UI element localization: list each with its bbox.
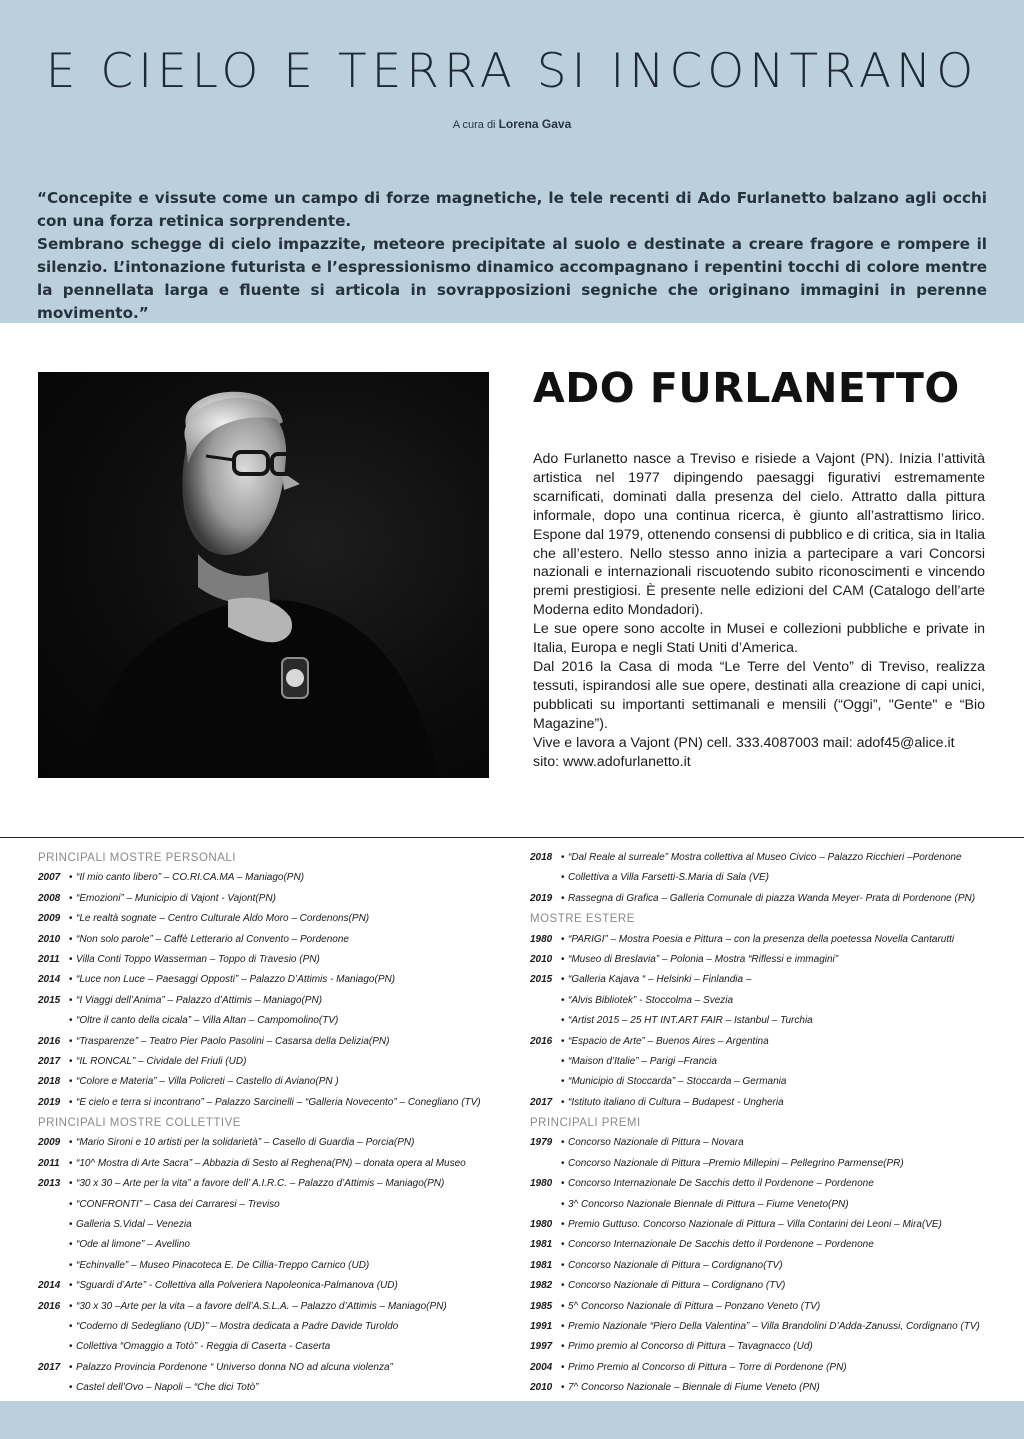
exhibition-entry [38, 1174, 516, 1194]
bullet-icon: • [69, 933, 73, 945]
entry-year: 1979 [530, 1137, 553, 1149]
entry-text: Concorso Internazionale De Sacchis detto il Pordenone – Pordenone [568, 1239, 874, 1251]
entry-text: Concorso Internazionale De Sacchis detto il Pordenone – Pordenone [568, 1178, 874, 1190]
exhibitions-right-column [530, 848, 1000, 1399]
entry-year: 2011 [38, 953, 60, 965]
entry-text: “Mario Sironi e 10 artisti per la solidarietà” – Casello di Guardia – Porcia(PN) [76, 1137, 415, 1149]
bullet-icon: • [69, 1259, 73, 1271]
bullet-icon: • [69, 994, 73, 1006]
bullet-icon: • [561, 892, 565, 904]
entry-text: “Coderno di Sedegliano (UD)” – Mostra dedicata a Padre Davide Turoldo [76, 1320, 399, 1332]
entry-year: 2013 [38, 1178, 61, 1190]
entry-text: “Artist 2015 – 25 HT INT.ART FAIR – Istanbul – Turchia [568, 1015, 813, 1027]
exhibition-entry [38, 1195, 516, 1215]
entry-text: “Il mio canto libero” – CO.RI.CA.MA – Maniago(PN) [76, 872, 305, 884]
bullet-icon: • [69, 1178, 73, 1190]
entry-text: “Dal Reale al surreale” Mostra collettiva al Museo Civico – Palazzo Ricchieri –Pordenone [568, 852, 962, 863]
entry-text: “I Viaggi dell’Anima” – Palazzo d’Attimis – Maniago(PN) [76, 994, 323, 1006]
bullet-icon: • [561, 974, 565, 986]
exhibition-entry [530, 1195, 1000, 1215]
entry-year: 2010 [530, 1382, 553, 1394]
bullet-icon: • [561, 1320, 565, 1332]
entry-text: “30 x 30 – Arte per la vita” a favore dell’ A.I.R.C. – Palazzo d’Attimis – Maniago(PN) [76, 1178, 445, 1190]
entry-text: “Le realtà sognate – Centro Culturale Aldo Moro – Cordenons(PN) [76, 913, 370, 925]
quote-paragraph-1: “Concepite e vissute come un campo di forze magnetiche, le tele recenti di Ado Furlanetto balzano agli occhi con una forza retinica sorprendente. [37, 189, 987, 230]
entry-text: Concorso Nazionale di Pittura – Cordignano (TV) [568, 1280, 786, 1292]
bio-paragraph: Le sue opere sono accolte in Musei e collezioni pubbliche e private in Italia, Europa e negli Stati Uniti d’America. [533, 621, 985, 657]
bullet-icon: • [69, 953, 73, 965]
bio-paragraph: Dal 2016 la Casa di moda “Le Terre del Vento” di Treviso, realizza tessuti, ispirandosi alle sue opere, destinati alla creazione di capi unici, pubblicati su importanti settimanali e mensili (“Oggi”, "Gente" e “Bio Magazine”). [533, 658, 985, 732]
entry-year: 2014 [38, 1280, 61, 1292]
bullet-icon: • [561, 1055, 565, 1067]
curator-prefix: A cura di [452, 119, 496, 131]
exhibition-entry [38, 1378, 516, 1398]
entry-year [530, 1011, 561, 1031]
curator-line [0, 117, 1024, 131]
exhibition-entry [38, 1072, 516, 1092]
entry-text: “Istituto italiano di Cultura – Budapest - Ungheria [568, 1096, 784, 1108]
exhibition-entry [530, 1256, 1000, 1276]
bullet-icon: • [561, 1096, 565, 1108]
exhibition-entry [530, 950, 1000, 970]
entry-year: 2010 [38, 933, 61, 945]
exhibition-entry [38, 1358, 516, 1378]
entry-year: 2016 [38, 1035, 61, 1047]
entry-year [530, 991, 561, 1011]
entry-year: 2017 [530, 1096, 553, 1108]
exhibition-entry [530, 1378, 1000, 1398]
entry-year [530, 1154, 561, 1174]
entry-year [38, 1011, 69, 1031]
entry-text: “Non solo parole” – Caffè Letterario al Convento – Pordenone [76, 933, 349, 945]
entry-text: Premio Nazionale “Piero Della Valentina” – Villa Brandolini D’Adda-Zanussi, Cordignano (TV) [568, 1320, 980, 1332]
bullet-icon: • [69, 1361, 73, 1373]
entry-year: 2014 [38, 974, 61, 986]
exhibition-entry [530, 1032, 1000, 1052]
entry-year [530, 1072, 561, 1092]
bullet-icon: • [561, 1239, 565, 1251]
entry-text: “Luce non Luce – Paesaggi Opposti” – Palazzo D’Attimis - Maniago(PN) [76, 974, 396, 986]
bullet-icon: • [69, 892, 73, 904]
bullet-icon: • [561, 953, 565, 965]
section-heading: MOSTRE ESTERE [530, 913, 635, 926]
exhibition-entry [530, 930, 1000, 950]
entry-text: Rassegna di Grafica – Galleria Comunale di piazza Wanda Meyer- Prata di Pordenone (PN) [568, 892, 976, 904]
bullet-icon: • [561, 1157, 565, 1169]
bullet-icon: • [561, 994, 565, 1006]
entry-year: 2007 [38, 872, 61, 884]
exhibition-entry [38, 909, 516, 929]
footer-band [0, 1401, 1024, 1439]
bullet-icon: • [69, 1341, 73, 1353]
exhibition-entry [38, 1297, 516, 1317]
entry-year: 2018 [38, 1076, 61, 1088]
entry-year: 1982 [530, 1280, 553, 1292]
entry-text: Castel dell’Ovo – Napoli – “Che dici Totò” [76, 1382, 259, 1394]
bullet-icon: • [561, 933, 565, 945]
entry-year: 2017 [38, 1361, 61, 1373]
bullet-icon: • [69, 1198, 73, 1210]
section-divider [0, 837, 1024, 838]
bullet-icon: • [561, 1382, 565, 1394]
bullet-icon: • [561, 872, 565, 884]
entry-year: 1991 [530, 1320, 553, 1332]
exhibition-entry [38, 1133, 516, 1153]
exhibition-entry [530, 1154, 1000, 1174]
exhibition-entry [530, 1235, 1000, 1255]
entry-text: Palazzo Provincia Pordenone “ Universo donna NO ad alcuna violenza” [76, 1361, 393, 1373]
exhibition-entry [38, 1317, 516, 1337]
entry-text: “Trasparenze” – Teatro Pier Paolo Pasolini – Casarsa della Delizia(PN) [76, 1035, 390, 1047]
entry-year: 2009 [38, 913, 61, 925]
exhibition-entry [530, 1215, 1000, 1235]
entry-year: 1981 [530, 1239, 553, 1251]
bullet-icon: • [561, 1300, 565, 1312]
entry-year: 2017 [38, 1055, 61, 1067]
entry-text: “Maison d’Italie” – Parigi –Francia [568, 1055, 717, 1067]
bullet-icon: • [69, 1055, 73, 1067]
exhibition-entry [530, 1052, 1000, 1072]
exhibition-entry [38, 1011, 516, 1031]
exhibition-entry [530, 1337, 1000, 1357]
entry-year [38, 1256, 69, 1276]
bullet-icon: • [561, 1259, 565, 1271]
exhibition-entry [38, 1235, 516, 1255]
page-title: E CIELO E TERRA SI INCONTRANO [45, 44, 979, 99]
entry-year: 2015 [38, 994, 61, 1006]
bullet-icon: • [561, 1280, 565, 1292]
entry-text: “Echinvalle” – Museo Pinacoteca E. De Cillia-Treppo Carnico (UD) [76, 1259, 370, 1271]
entry-year: 1985 [530, 1300, 553, 1312]
bullet-icon: • [69, 1320, 73, 1332]
entry-text: “Galleria Kajava “ – Helsinki – Finlandia – [568, 974, 752, 986]
bullet-icon: • [69, 1015, 73, 1027]
entry-text: 7^ Concorso Nazionale – Biennale di Fiume Veneto (PN) [568, 1382, 820, 1394]
entry-year: 2016 [38, 1300, 61, 1312]
artist-bio [533, 450, 985, 771]
exhibition-entry [38, 1215, 516, 1235]
exhibition-entry [530, 970, 1000, 990]
bio-paragraph: Ado Furlanetto nasce a Treviso e risiede a Vajont (PN). Inizia l’attività artistica nel 1977 dipingendo paesaggi figurativi estremamente scarnificati, dominati dalla presenza del cielo. Attratto dalla pittura informale, dopo una continua ricerca, è giunto all’astrattismo lirico. Espone dal 1979, ottenendo consensi di pubblico e di critica, sia in Italia che all’estero. Nello stesso anno inizia a partecipare a vari Concorsi nazionali e internazionali riscuotendo subito riconoscimenti e vincendo premi prestigiosi. È presente nelle edizioni del CAM (Catalogo dell’arte Moderna edito Mondadori). [533, 451, 985, 619]
entry-text: “10^ Mostra di Arte Sacra” – Abbazia di Sesto al Reghena(PN) – donata opera al Museo [76, 1157, 466, 1169]
entry-text: Collettiva a Villa Farsetti-S.Maria di Sala (VE) [568, 872, 769, 884]
entry-year: 1980 [530, 933, 553, 945]
entry-text: “Oltre il canto della cicala” – Villa Altan – Campomolino(TV) [76, 1015, 339, 1027]
exhibition-entry [38, 1093, 516, 1113]
entry-year [38, 1337, 69, 1357]
entry-year: 2015 [530, 974, 553, 986]
exhibition-entry [38, 930, 516, 950]
exhibitions-left-column [38, 848, 516, 1399]
section-heading: PRINCIPALI PREMI [530, 1117, 641, 1130]
entry-text: 5^ Concorso Nazionale di Pittura – Ponzano Veneto (TV) [568, 1300, 821, 1312]
entry-year: 2009 [38, 1137, 61, 1149]
exhibition-entry [530, 848, 1000, 868]
bullet-icon: • [561, 1341, 565, 1353]
entry-text: Collettiva “Omaggio a Totò” - Reggia di Caserta - Caserta [76, 1341, 331, 1353]
exhibition-entry [530, 1297, 1000, 1317]
entry-text: Primo premio al Concorso di Pittura – Tavagnacco (Ud) [568, 1341, 813, 1353]
bio-website-line: sito: www.adofurlanetto.it [533, 753, 691, 770]
entry-text: 3^ Concorso Nazionale Biennale di Pittura – Fiume Veneto(PN) [568, 1198, 849, 1210]
entry-year: 2004 [530, 1361, 553, 1373]
bullet-icon: • [69, 1300, 73, 1312]
exhibition-entry [38, 1256, 516, 1276]
bullet-icon: • [69, 1096, 73, 1108]
entry-text: Concorso Nazionale di Pittura – Novara [568, 1137, 744, 1149]
exhibition-entry [530, 1072, 1000, 1092]
exhibition-entry [38, 991, 516, 1011]
entry-text: “Colore e Materia” – Villa Policreti – Castello di Aviano(PN ) [76, 1076, 339, 1088]
bullet-icon: • [561, 1361, 565, 1373]
entry-year [38, 1378, 69, 1398]
entry-year [38, 1235, 69, 1255]
bullet-icon: • [69, 913, 73, 925]
entry-year [38, 1195, 69, 1215]
curator-name: Lorena Gava [498, 117, 572, 131]
entry-year [530, 1052, 561, 1072]
entry-text: Primo Premio al Concorso di Pittura – Torre di Pordenone (PN) [568, 1361, 847, 1373]
exhibition-entry [530, 1133, 1000, 1153]
entry-year: 2018 [530, 852, 553, 863]
section-heading: PRINCIPALI MOSTRE COLLETTIVE [38, 1117, 241, 1130]
entry-text: “Municipio di Stoccarda” – Stoccarda – Germania [568, 1076, 787, 1088]
entry-year [530, 868, 561, 888]
entry-year: 1980 [530, 1178, 553, 1190]
entry-text: “PARIGI” – Mostra Poesia e Pittura – con la presenza della poetessa Novella Cantarutti [568, 933, 955, 945]
entry-text: Concorso Nazionale di Pittura –Premio Millepini – Pellegrino Parmense(PR) [568, 1157, 904, 1169]
entry-year: 2016 [530, 1035, 553, 1047]
entry-year [530, 1195, 561, 1215]
bullet-icon: • [561, 1015, 565, 1027]
bullet-icon: • [561, 1198, 565, 1210]
entry-text: “Emozioni” – Municipio di Vajont - Vajont(PN) [76, 892, 276, 904]
header-band [0, 0, 1024, 323]
entry-year: 2019 [38, 1096, 61, 1108]
exhibition-entry [530, 1093, 1000, 1113]
artist-name: ADO FURLANETTO [533, 364, 960, 412]
bullet-icon: • [69, 1137, 73, 1149]
entry-text: “Sguardi d’Arte” - Collettiva alla Polveriera Napoleonica-Palmanova (UD) [76, 1280, 398, 1292]
exhibition-entry [38, 889, 516, 909]
artist-portrait [38, 372, 489, 778]
bullet-icon: • [69, 1157, 73, 1169]
entry-text: “30 x 30 –Arte per la vita – a favore dell’A.S.L.A. – Palazzo d’Attimis – Maniago(PN) [76, 1300, 447, 1312]
bullet-icon: • [69, 1382, 73, 1394]
bullet-icon: • [561, 1219, 565, 1231]
entry-text: “E cielo e terra si incontrano” – Palazzo Sarcinelli – “Galleria Novecento” – Conegliano (TV) [76, 1096, 481, 1108]
exhibition-entry [38, 1052, 516, 1072]
bullet-icon: • [69, 1219, 73, 1231]
entry-text: Premio Guttuso. Concorso Nazionale di Pittura – Villa Contarini dei Leoni – Mira(VE) [568, 1219, 942, 1231]
exhibition-entry [38, 950, 516, 970]
entry-text: “Espacio de Arte” – Buenos Aires – Argentina [568, 1035, 769, 1047]
bullet-icon: • [561, 1035, 565, 1047]
portrait-illustration [38, 372, 489, 778]
entry-text: “Museo di Breslavia” – Polonia – Mostra “Riflessi e immagini” [568, 953, 839, 965]
entry-year [38, 1215, 69, 1235]
entry-text: Galleria S.Vidal – Venezia [76, 1219, 192, 1231]
exhibition-entry [530, 868, 1000, 888]
entry-text: “Alvis Bibliotek” - Stoccolma – Svezia [568, 994, 734, 1006]
bullet-icon: • [69, 1280, 73, 1292]
bullet-icon: • [561, 852, 565, 863]
bullet-icon: • [69, 1076, 73, 1088]
entry-text: “CONFRONTI” – Casa dei Carraresi – Treviso [76, 1198, 280, 1210]
entry-year [38, 1317, 69, 1337]
bullet-icon: • [69, 974, 73, 986]
bio-contact-line: Vive e lavora a Vajont (PN) cell. 333.4087003 mail: adof45@alice.it [533, 734, 955, 751]
bullet-icon: • [69, 1035, 73, 1047]
entry-text: “IL RONCAL” – Cividale del Friuli (UD) [76, 1055, 247, 1067]
critic-quote [37, 187, 987, 325]
exhibition-entry [38, 868, 516, 888]
bullet-icon: • [561, 1178, 565, 1190]
exhibition-entry [530, 991, 1000, 1011]
entry-text: Villa Conti Toppo Wasserman – Toppo di Travesio (PN) [76, 953, 320, 965]
entry-text: Concorso Nazionale di Pittura – Cordignano(TV) [568, 1259, 783, 1271]
exhibition-entry [530, 1358, 1000, 1378]
exhibition-entry [530, 1276, 1000, 1296]
entry-year: 2011 [38, 1157, 60, 1169]
entry-year: 1980 [530, 1219, 553, 1231]
exhibition-entry [530, 889, 1000, 909]
entry-year: 2019 [530, 892, 553, 904]
bullet-icon: • [561, 1076, 565, 1088]
section-heading: PRINCIPALI MOSTRE PERSONALI [38, 852, 236, 864]
exhibition-entry [530, 1174, 1000, 1194]
entry-year: 1997 [530, 1341, 553, 1353]
exhibition-entry [38, 1032, 516, 1052]
entry-year: 2010 [530, 953, 553, 965]
exhibition-entry [530, 1317, 1000, 1337]
entry-year: 2008 [38, 892, 61, 904]
exhibition-entry [38, 1154, 516, 1174]
bullet-icon: • [69, 872, 73, 884]
exhibition-entry [530, 1011, 1000, 1031]
bullet-icon: • [69, 1239, 73, 1251]
entry-year: 1981 [530, 1259, 553, 1271]
exhibition-entry [38, 1337, 516, 1357]
entry-text: “Ode al limone” – Avellino [76, 1239, 190, 1251]
quote-paragraph-2: Sembrano schegge di cielo impazzite, meteore precipitate al suolo e destinate a creare fragore e rompere il silenzio. L’intonazione futurista e l’espressionismo dinamico accompagnano i repentini tocchi di colore mentre la pennellata larga e fluente si articola in sovrapposizioni segniche che originano immagini in perenne movimento.” [37, 235, 987, 322]
exhibition-entry [38, 1276, 516, 1296]
exhibition-entry [38, 970, 516, 990]
bullet-icon: • [561, 1137, 565, 1149]
